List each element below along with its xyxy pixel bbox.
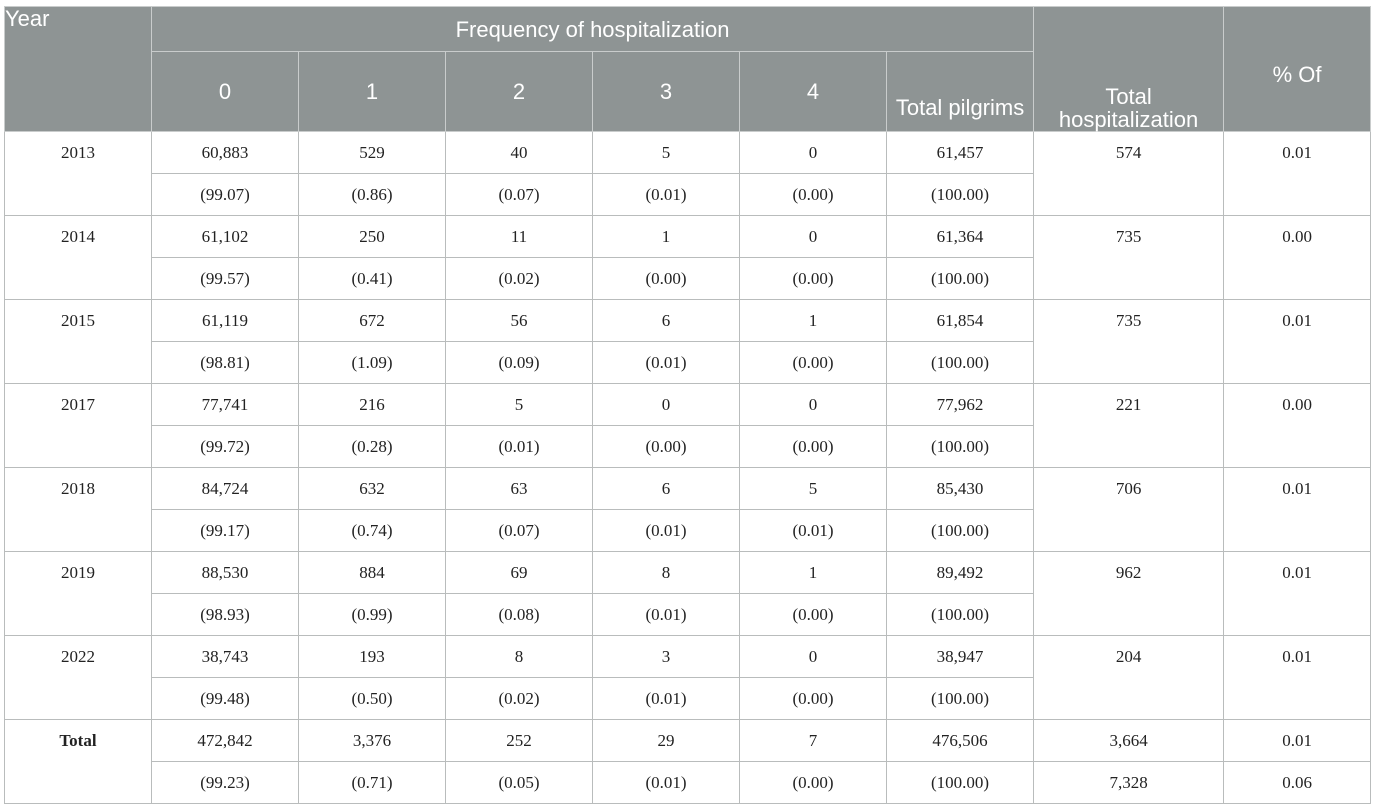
- count-cell: 40: [446, 132, 593, 174]
- percent-cell: (0.74): [299, 510, 446, 552]
- percent-cell: (100.00): [887, 174, 1034, 216]
- year-cell: 2015: [5, 300, 152, 384]
- table-body: [5, 132, 1371, 804]
- year-cell: 2013: [5, 132, 152, 216]
- percent-cell: (0.07): [446, 510, 593, 552]
- count-cell: 61,457: [887, 132, 1034, 174]
- header-frequency-group: Frequency of hospitalization: [152, 7, 1034, 52]
- header-total-pilgrims: Total pilgrims: [887, 52, 1034, 132]
- percent-cell: (1.09): [299, 342, 446, 384]
- percent-cell: (0.00): [740, 342, 887, 384]
- percent-cell: (98.93): [152, 594, 299, 636]
- count-cell: 1: [593, 216, 740, 258]
- header-freq-0: 0: [152, 52, 299, 132]
- percent-cell: (0.00): [593, 426, 740, 468]
- percent-of-cell: 0.01: [1224, 636, 1371, 720]
- percent-of-cell: 0.00: [1224, 216, 1371, 300]
- percent-cell: (0.50): [299, 678, 446, 720]
- count-cell: 6: [593, 468, 740, 510]
- percent-cell: (100.00): [887, 594, 1034, 636]
- total-percent-cell: (0.01): [593, 762, 740, 804]
- header-total-hospitalization: Total hospitalization: [1034, 7, 1224, 132]
- count-cell: 1: [740, 300, 887, 342]
- percent-cell: (0.07): [446, 174, 593, 216]
- total-count-cell: 472,842: [152, 720, 299, 762]
- table-row: [5, 384, 1371, 426]
- count-cell: 61,119: [152, 300, 299, 342]
- table-row: [5, 216, 1371, 258]
- total-row-percent: [5, 762, 1371, 804]
- header-freq-4: 4: [740, 52, 887, 132]
- percent-cell: (0.00): [740, 174, 887, 216]
- count-cell: 5: [740, 468, 887, 510]
- count-cell: 5: [446, 384, 593, 426]
- percent-cell: (99.57): [152, 258, 299, 300]
- total-hospitalization-cell: 735: [1034, 300, 1224, 384]
- count-cell: 63: [446, 468, 593, 510]
- total-count-cell: 476,506: [887, 720, 1034, 762]
- year-cell: 2017: [5, 384, 152, 468]
- total-hospitalization-second-cell: 7,328: [1034, 762, 1224, 804]
- percent-cell: (0.01): [593, 594, 740, 636]
- count-cell: 8: [593, 552, 740, 594]
- total-hospitalization-cell: 735: [1034, 216, 1224, 300]
- year-cell: 2018: [5, 468, 152, 552]
- count-cell: 56: [446, 300, 593, 342]
- total-count-cell: 3,376: [299, 720, 446, 762]
- percent-cell: (0.08): [446, 594, 593, 636]
- percent-cell: (0.00): [740, 594, 887, 636]
- header-freq-3: 3: [593, 52, 740, 132]
- percent-cell: (0.02): [446, 678, 593, 720]
- count-cell: 38,743: [152, 636, 299, 678]
- count-cell: 5: [593, 132, 740, 174]
- table-row: [5, 552, 1371, 594]
- total-hospitalization-cell: 962: [1034, 552, 1224, 636]
- count-cell: 88,530: [152, 552, 299, 594]
- count-cell: 69: [446, 552, 593, 594]
- count-cell: 61,364: [887, 216, 1034, 258]
- count-cell: 0: [593, 384, 740, 426]
- total-percent-of-second-cell: 0.06: [1224, 762, 1371, 804]
- percent-cell: (100.00): [887, 426, 1034, 468]
- percent-cell: (0.02): [446, 258, 593, 300]
- header-freq-1: 1: [299, 52, 446, 132]
- header-percent-of: % Of: [1224, 7, 1371, 132]
- count-cell: 84,724: [152, 468, 299, 510]
- percent-cell: (0.01): [593, 678, 740, 720]
- percent-cell: (100.00): [887, 510, 1034, 552]
- percent-cell: (0.01): [740, 510, 887, 552]
- percent-cell: (0.00): [740, 426, 887, 468]
- total-hospitalization-cell: 3,664: [1034, 720, 1224, 762]
- count-cell: 529: [299, 132, 446, 174]
- count-cell: 884: [299, 552, 446, 594]
- total-percent-cell: (0.71): [299, 762, 446, 804]
- total-count-cell: 29: [593, 720, 740, 762]
- count-cell: 77,962: [887, 384, 1034, 426]
- count-cell: 250: [299, 216, 446, 258]
- total-count-cell: 7: [740, 720, 887, 762]
- count-cell: 632: [299, 468, 446, 510]
- percent-cell: (0.00): [593, 258, 740, 300]
- percent-cell: (99.48): [152, 678, 299, 720]
- percent-of-cell: 0.01: [1224, 132, 1371, 216]
- percent-of-cell: 0.01: [1224, 468, 1371, 552]
- percent-cell: (0.41): [299, 258, 446, 300]
- total-hospitalization-cell: 204: [1034, 636, 1224, 720]
- count-cell: 672: [299, 300, 446, 342]
- table-row: [5, 636, 1371, 678]
- percent-of-cell: 0.01: [1224, 552, 1371, 636]
- count-cell: 61,102: [152, 216, 299, 258]
- count-cell: 60,883: [152, 132, 299, 174]
- count-cell: 89,492: [887, 552, 1034, 594]
- percent-cell: (0.28): [299, 426, 446, 468]
- total-percent-cell: (0.00): [740, 762, 887, 804]
- count-cell: 3: [593, 636, 740, 678]
- count-cell: 61,854: [887, 300, 1034, 342]
- percent-cell: (100.00): [887, 258, 1034, 300]
- total-percent-of-cell: 0.01: [1224, 720, 1371, 762]
- percent-cell: (0.00): [740, 258, 887, 300]
- count-cell: 0: [740, 636, 887, 678]
- count-cell: 11: [446, 216, 593, 258]
- total-percent-cell: (100.00): [887, 762, 1034, 804]
- count-cell: 0: [740, 132, 887, 174]
- total-percent-cell: (0.05): [446, 762, 593, 804]
- percent-cell: (0.01): [446, 426, 593, 468]
- percent-cell: (0.00): [740, 678, 887, 720]
- percent-cell: (99.17): [152, 510, 299, 552]
- total-row: [5, 720, 1371, 762]
- count-cell: 77,741: [152, 384, 299, 426]
- header-year: Year: [5, 7, 152, 132]
- percent-cell: (0.86): [299, 174, 446, 216]
- table-row: [5, 300, 1371, 342]
- total-count-cell: 252: [446, 720, 593, 762]
- percent-cell: (100.00): [887, 342, 1034, 384]
- total-hospitalization-cell: 574: [1034, 132, 1224, 216]
- percent-cell: (0.01): [593, 342, 740, 384]
- percent-cell: (99.07): [152, 174, 299, 216]
- table-header: [5, 7, 1371, 132]
- count-cell: 38,947: [887, 636, 1034, 678]
- count-cell: 0: [740, 216, 887, 258]
- percent-of-cell: 0.01: [1224, 300, 1371, 384]
- year-cell: 2022: [5, 636, 152, 720]
- percent-cell: (0.09): [446, 342, 593, 384]
- percent-cell: (0.01): [593, 174, 740, 216]
- total-label: Total: [5, 720, 152, 804]
- year-cell: 2019: [5, 552, 152, 636]
- total-percent-cell: (99.23): [152, 762, 299, 804]
- year-cell: 2014: [5, 216, 152, 300]
- percent-cell: (99.72): [152, 426, 299, 468]
- count-cell: 193: [299, 636, 446, 678]
- count-cell: 6: [593, 300, 740, 342]
- count-cell: 0: [740, 384, 887, 426]
- percent-of-cell: 0.00: [1224, 384, 1371, 468]
- total-hospitalization-cell: 221: [1034, 384, 1224, 468]
- header-freq-2: 2: [446, 52, 593, 132]
- total-hospitalization-cell: 706: [1034, 468, 1224, 552]
- percent-cell: (100.00): [887, 678, 1034, 720]
- percent-cell: (98.81): [152, 342, 299, 384]
- percent-cell: (0.01): [593, 510, 740, 552]
- percent-cell: (0.99): [299, 594, 446, 636]
- table-row: [5, 468, 1371, 510]
- count-cell: 85,430: [887, 468, 1034, 510]
- count-cell: 8: [446, 636, 593, 678]
- count-cell: 1: [740, 552, 887, 594]
- table-row: [5, 132, 1371, 174]
- count-cell: 216: [299, 384, 446, 426]
- hospitalization-table: [4, 6, 1371, 804]
